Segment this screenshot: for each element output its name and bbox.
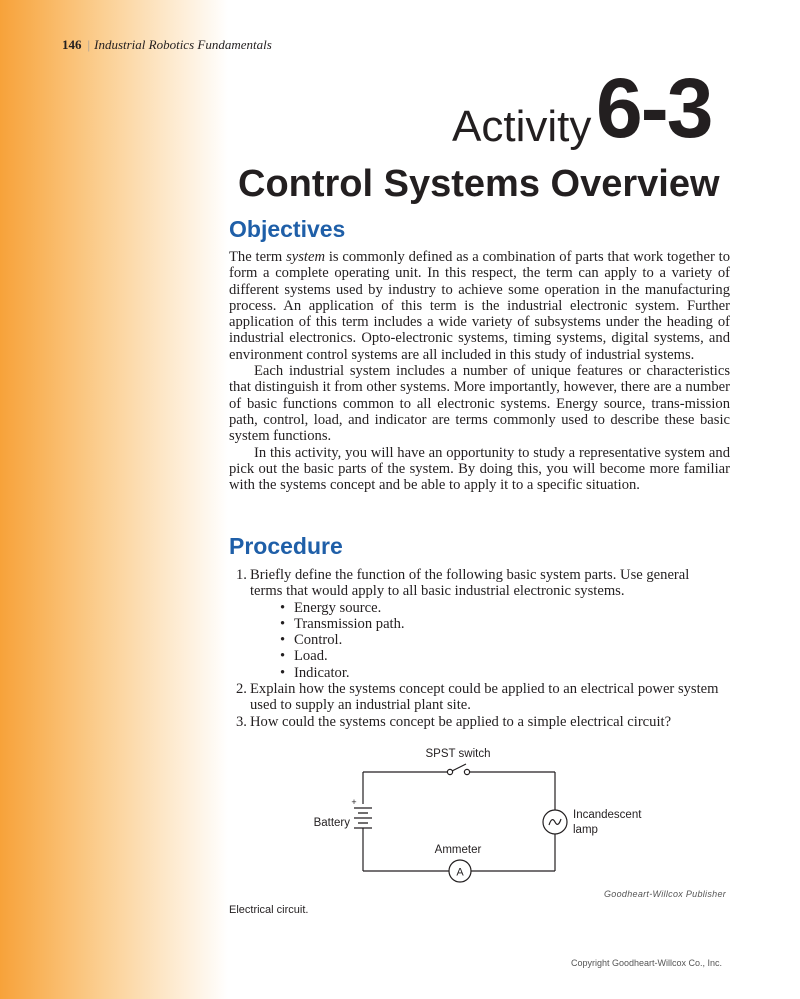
page-number: 146: [62, 37, 82, 52]
book-title: Industrial Robotics Fundamentals: [94, 37, 272, 52]
list-item: • Energy source.: [280, 600, 722, 616]
electrical-circuit-diagram: [300, 740, 642, 890]
procedure-step-3: [232, 714, 722, 730]
orange-side-band: [0, 0, 228, 999]
step-text: Explain how the systems concept could be applied to an electrical power system used to supply an industrial plant site.: [250, 681, 719, 714]
step-number: 1.: [236, 567, 247, 583]
running-head: [62, 37, 272, 53]
objectives-paragraph-1: [229, 249, 730, 363]
battery-plus-sign: +: [351, 797, 357, 807]
term-system: system: [286, 249, 326, 265]
ammeter-label: Ammeter: [434, 844, 482, 856]
battery-icon: [354, 808, 372, 828]
list-item: • Indicator.: [280, 665, 722, 681]
activity-label: Activity: [452, 102, 592, 151]
copyright-notice: Copyright Goodheart-Willcox Co., Inc.: [571, 958, 723, 968]
ammeter-symbol: A: [456, 866, 464, 879]
circuit-wires: [363, 772, 555, 871]
objectives-body: [229, 249, 730, 493]
objectives-paragraph-2: Each industrial system includes a number of unique features or characteristics that distinguish it from other systems. More importantly, however, there are a number of basic functions common to all electronic systems. Energy source, trans-mission path, control, load, and indicator are terms commonly used to describe these basic system functions.: [229, 363, 730, 445]
lamp-label-line-2: lamp: [573, 824, 598, 836]
page-title: Control Systems Overview: [238, 163, 720, 205]
procedure-list: [232, 567, 722, 730]
objectives-paragraph-3: In this activity, you will have an opportunity to study a representative system and pick out the basic parts of the system. By doing this, you will become more familiar with the systems concept and be able to apply it to a specific situation.: [229, 444, 730, 494]
step-number: 3.: [236, 713, 247, 730]
activity-number: 6-3: [596, 61, 712, 155]
system-parts-list: [250, 600, 722, 681]
p1-body-text: is commonly defined as a combination of parts that work together to form a complete operating unit. In this respect, the term can apply to a variety of different systems used by industry to achieve some operation in the manufacturing process. An application of this term is the industrial electronic system. Further application of this term includes a wide variety of subsystems under the heading of industrial electronics. Opto-electronic systems, timing systems, digital systems, and environment control systems are all included in this study of industrial systems.: [229, 249, 730, 363]
lamp-icon: [543, 810, 567, 834]
procedure-step-2: [232, 681, 722, 714]
switch-label: SPST switch: [425, 748, 491, 760]
battery-label: Battery: [313, 817, 350, 829]
p1-lead-text: The term: [229, 249, 287, 265]
lamp-label-line-1: Incandescent: [573, 809, 642, 821]
objectives-heading: Objectives: [229, 216, 346, 242]
list-item: • Control.: [280, 632, 722, 648]
image-credit: Goodheart-Willcox Publisher: [604, 889, 727, 899]
running-head-separator: |: [87, 37, 91, 52]
figure-caption: Electrical circuit.: [229, 904, 309, 916]
procedure-step-1: [232, 567, 722, 681]
step-number: 2.: [236, 681, 247, 698]
step-text: How could the systems concept be applied to a simple electrical circuit?: [250, 713, 672, 730]
list-item: • Load.: [280, 648, 722, 664]
ammeter-icon: [449, 860, 471, 882]
spst-switch-icon: [447, 764, 469, 775]
procedure-heading: Procedure: [229, 533, 343, 559]
list-item: • Transmission path.: [280, 616, 722, 632]
step-text: Briefly define the function of the following basic system parts. Use general terms that would apply to all basic industrial electronic systems.: [250, 567, 690, 600]
